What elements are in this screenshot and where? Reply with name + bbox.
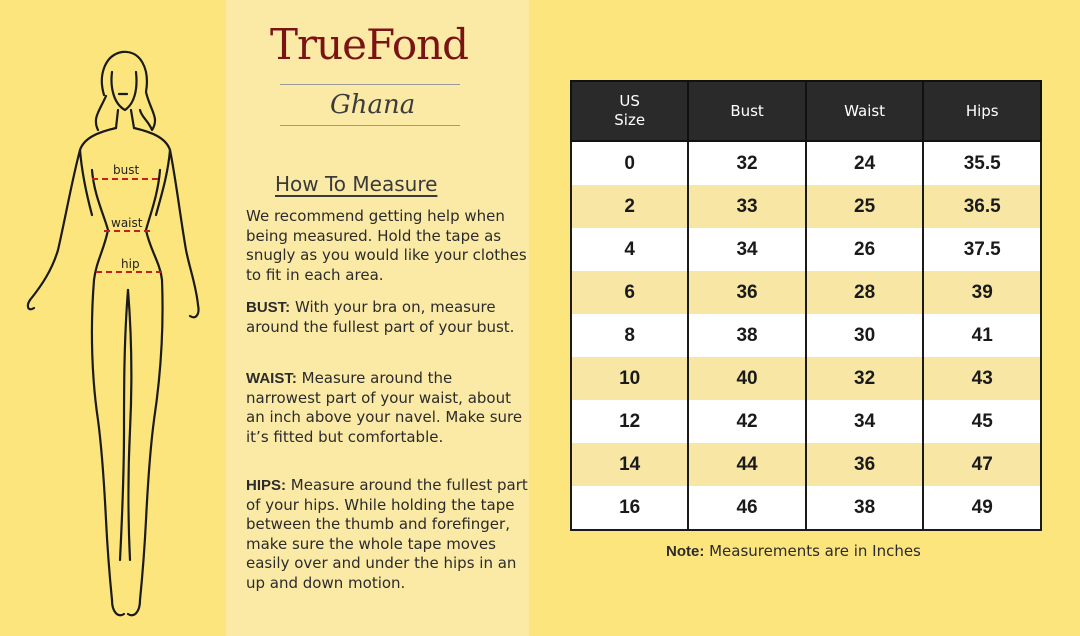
table-header-row	[571, 81, 1041, 141]
cell-hips: 39	[923, 271, 1041, 314]
cell-bust: 38	[688, 314, 805, 357]
hips-text: Measure around the fullest part of your hips. While holding the tape between the thumb and forefinger, make sure the whole tape moves easily over and under the hips in an up and down motion.	[246, 476, 528, 592]
cell-bust: 32	[688, 141, 805, 185]
cell-waist: 34	[806, 400, 924, 443]
cell-hips: 43	[923, 357, 1041, 400]
header-bust: Bust	[688, 81, 805, 141]
cell-hips: 45	[923, 400, 1041, 443]
cell-bust: 42	[688, 400, 805, 443]
table-row	[571, 400, 1041, 443]
how-to-measure-title: How To Measure	[275, 172, 438, 196]
cell-size: 14	[571, 443, 688, 486]
brand-name	[270, 20, 468, 69]
table-row	[571, 228, 1041, 271]
table-row	[571, 357, 1041, 400]
brand-subtitle: Ghana	[330, 90, 416, 120]
cell-waist: 38	[806, 486, 924, 530]
cell-waist: 26	[806, 228, 924, 271]
cell-waist: 32	[806, 357, 924, 400]
note-label: Note:	[666, 543, 705, 560]
cell-bust: 36	[688, 271, 805, 314]
hip-label: hip	[121, 257, 140, 271]
note-text: Measurements are in Inches	[709, 542, 921, 560]
waist-label: waist	[111, 216, 143, 230]
bust-label: bust	[113, 163, 140, 177]
logo-divider-top	[280, 84, 460, 85]
header-hips: Hips	[923, 81, 1041, 141]
hips-heading: HIPS:	[246, 477, 287, 494]
table-row	[571, 185, 1041, 228]
cell-hips: 35.5	[923, 141, 1041, 185]
measurement-note	[666, 542, 921, 560]
cell-bust: 34	[688, 228, 805, 271]
brand-name-part2: Fond	[366, 20, 469, 69]
brand-name-part1: True	[270, 20, 366, 69]
waist-instruction	[246, 369, 531, 447]
bust-instruction	[246, 298, 531, 337]
table-row	[571, 141, 1041, 185]
cell-size: 6	[571, 271, 688, 314]
table-row	[571, 271, 1041, 314]
cell-size: 12	[571, 400, 688, 443]
table-row	[571, 443, 1041, 486]
cell-waist: 36	[806, 443, 924, 486]
logo-divider-bottom	[280, 125, 460, 126]
hips-instruction	[246, 476, 531, 593]
cell-size: 16	[571, 486, 688, 530]
body-outline-icon	[0, 0, 225, 636]
table-row	[571, 314, 1041, 357]
cell-hips: 36.5	[923, 185, 1041, 228]
cell-size: 10	[571, 357, 688, 400]
cell-waist: 30	[806, 314, 924, 357]
waist-heading: WAIST:	[246, 370, 297, 387]
brand-logo	[270, 20, 470, 130]
waist-text: Measure around the narrowest part of your waist, about an inch above your navel. Make sure it’s fitted but comfortable.	[246, 369, 523, 446]
intro-text: We recommend getting help when being measured. Hold the tape as snugly as you would like your clothes to fit in each area.	[246, 207, 527, 284]
header-size: Size	[614, 111, 646, 129]
cell-bust: 46	[688, 486, 805, 530]
header-us-size	[571, 81, 688, 141]
cell-waist: 24	[806, 141, 924, 185]
cell-bust: 44	[688, 443, 805, 486]
cell-waist: 28	[806, 271, 924, 314]
bust-heading: BUST:	[246, 299, 291, 316]
cell-hips: 37.5	[923, 228, 1041, 271]
cell-hips: 49	[923, 486, 1041, 530]
cell-waist: 25	[806, 185, 924, 228]
cell-size: 8	[571, 314, 688, 357]
header-waist: Waist	[806, 81, 924, 141]
cell-size: 4	[571, 228, 688, 271]
cell-bust: 40	[688, 357, 805, 400]
cell-bust: 33	[688, 185, 805, 228]
cell-hips: 41	[923, 314, 1041, 357]
size-chart-table	[570, 80, 1042, 531]
table-row	[571, 486, 1041, 530]
cell-size: 2	[571, 185, 688, 228]
header-us: US	[619, 92, 640, 110]
bust-text: With your bra on, measure around the fullest part of your bust.	[246, 298, 515, 336]
cell-size: 0	[571, 141, 688, 185]
body-figure-illustration	[0, 0, 225, 636]
cell-hips: 47	[923, 443, 1041, 486]
instructions-panel	[226, 0, 529, 636]
